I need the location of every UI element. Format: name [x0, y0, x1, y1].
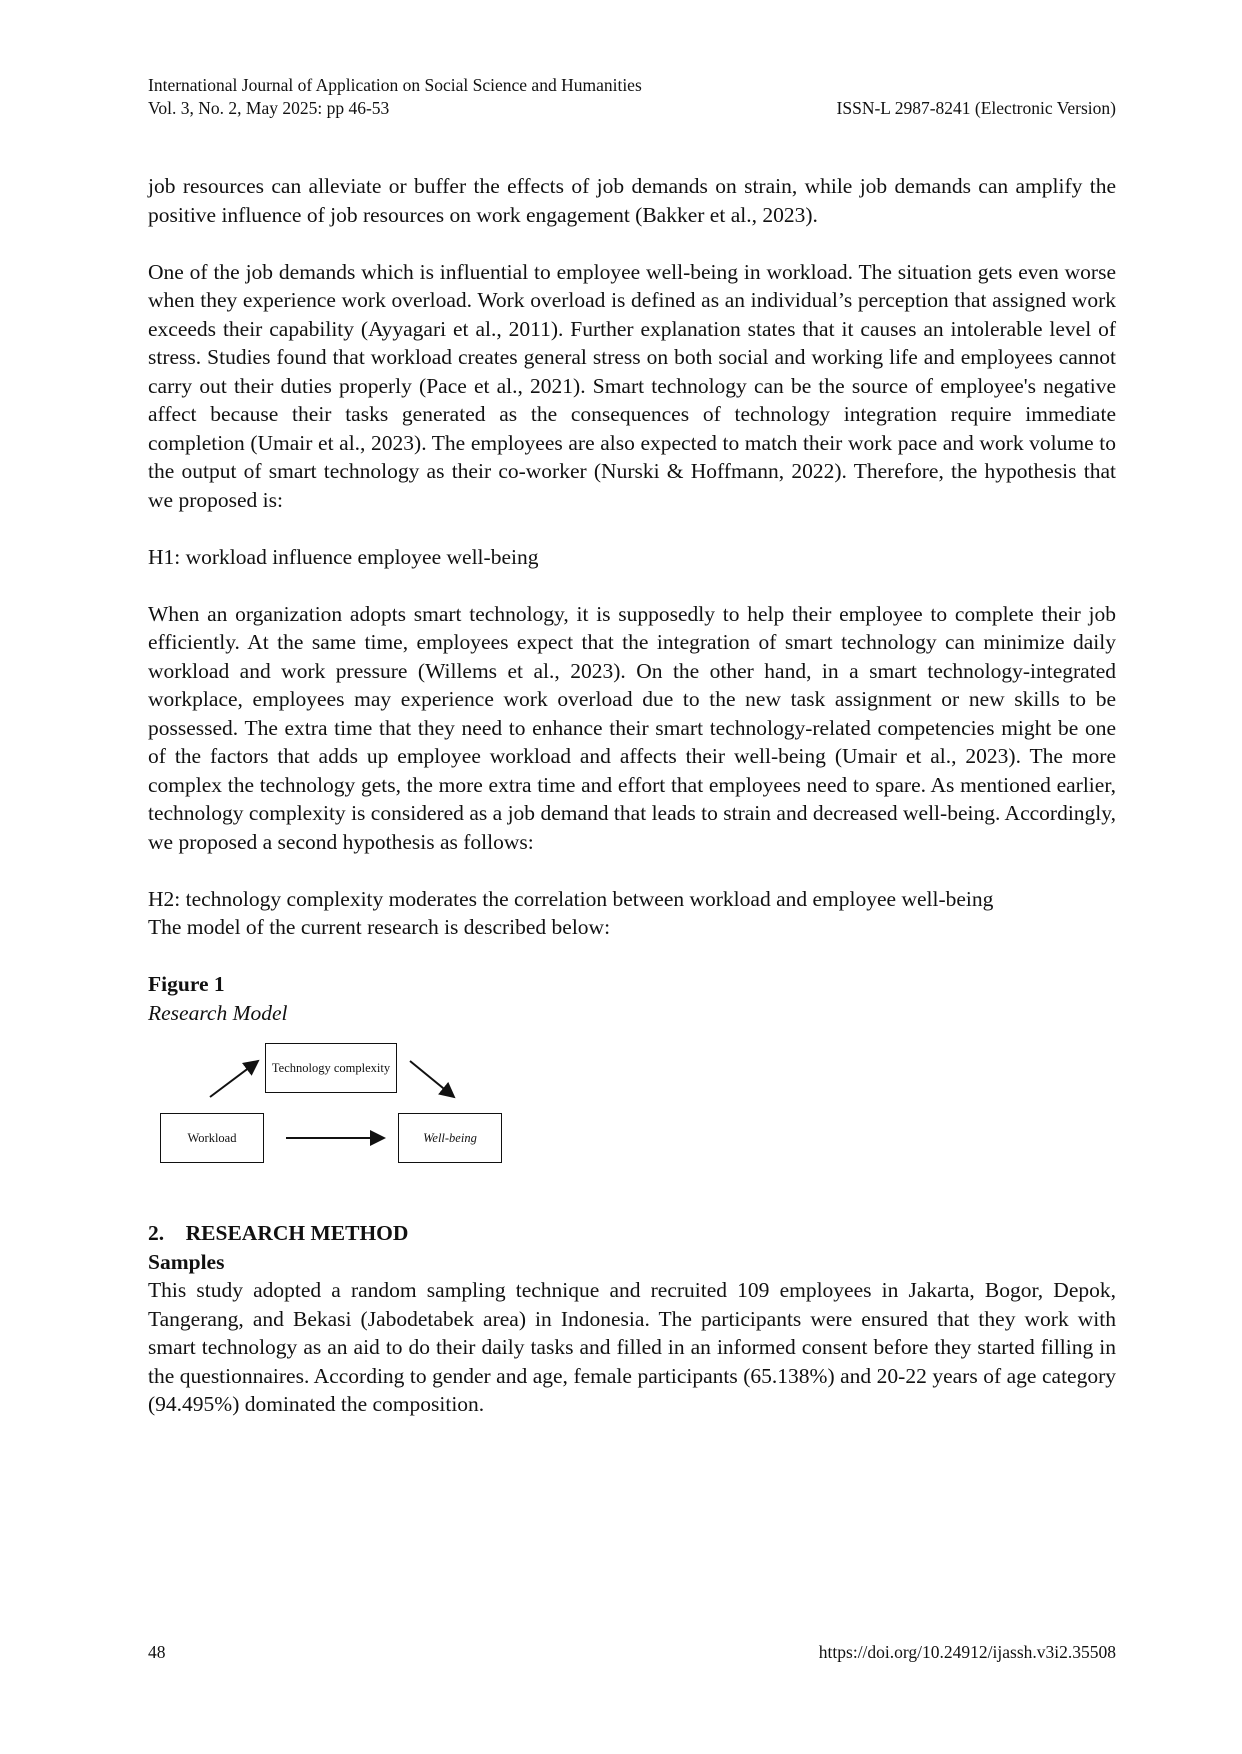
paragraph-workload: One of the job demands which is influential to employee well-being in workload. The situation gets even worse when they experience work overload. Work overload is defined as an individual’s perception that assigned work exceeds their capability (Ayyagari et al., 2011). Further explanation states that it causes an intolerable level of stress. Studies found that workload creates general stress on both social and working life and employees cannot carry out their duties properly (Pace et al., 2021). Smart technology can be the source of employee's negative affect because their tasks generated as the consequences of technology integration require immediate completion (Umair et al., 2023). The employees are also expected to match their work pace and work volume to the output of smart technology as their co-worker (Nurski & Hoffmann, 2022). Therefore, the hypothesis that we proposed is:: [148, 259, 1116, 512]
research-model-diagram: [158, 1035, 528, 1185]
section-heading: 2. RESEARCH METHOD: [148, 1221, 409, 1245]
well-being-box: Well-being: [398, 1113, 502, 1163]
figure-label: Figure 1: [148, 972, 225, 996]
journal-name: International Journal of Application on Social Science and Humanities: [148, 75, 642, 95]
subsection-heading: Samples: [148, 1249, 225, 1274]
paragraph-samples: This study adopted a random sampling technique and recruited 109 employees in Jakarta, Bogor, Depok, Tangerang, and Bekasi (Jabodetabek area) in Indonesia. The participants were ensured that they work with smart technology as an aid to do their daily tasks and filled in an informed consent before they started filling in the questionnaires. According to gender and age, female participants (65.138%) and 20-22 years of age category (94.495%) dominated the composition.: [148, 1278, 1116, 1416]
running-header: [148, 74, 1116, 120]
model-intro: The model of the current research is described below:: [148, 915, 611, 939]
paragraph-job-resources: job resources can alleviate or buffer the effects of job demands on strain, while job demands can amplify the positive influence of job resources on work engagement (Bakker et al., 2023).: [148, 174, 1116, 227]
issn-info: ISSN-L 2987-8241 (Electronic Version): [836, 98, 1116, 118]
arrow-technology-to-wellbeing: [410, 1061, 454, 1097]
doi-link[interactable]: https://doi.org/10.24912/ijassh.v3i2.35508: [818, 1642, 1116, 1662]
technology-complexity-box: Technology complexity: [265, 1043, 397, 1093]
hypothesis-1: H1: workload influence employee well-being: [148, 544, 539, 569]
workload-box: Workload: [160, 1113, 264, 1163]
figure-caption: Research Model: [148, 1000, 288, 1025]
arrow-workload-to-technology: [210, 1061, 258, 1097]
paragraph-smart-technology: When an organization adopts smart technology, it is supposedly to help their employee to complete their job efficiently. At the same time, employees expect that the integration of smart technology can minimize daily workload and work pressure (Willems et al., 2023). On the other hand, in a smart technology-integrated workplace, employees may experience work overload due to the new task assignment or new skills to be possessed. The extra time that they need to enhance their smart technology-related competencies might be one of the factors that adds up employee workload and affects their well-being (Umair et al., 2023). The more complex the technology gets, the more extra time and effort that employees need to spare. As mentioned earlier, technology complexity is considered as a job demand that leads to strain and decreased well-being. Accordingly, we proposed a second hypothesis as follows:: [148, 601, 1116, 854]
volume-info: Vol. 3, No. 2, May 2025: pp 46-53: [148, 98, 390, 118]
page-footer: [148, 1642, 1116, 1663]
hypothesis-2: H2: technology complexity moderates the correlation between workload and employee well-being: [148, 886, 994, 911]
page: [148, 74, 1116, 1419]
page-number: 48: [148, 1642, 166, 1662]
